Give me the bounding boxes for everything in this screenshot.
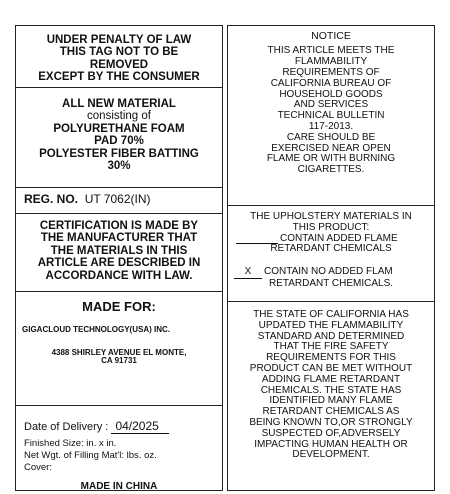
option-no-added-mark: X [234,267,262,279]
california-line: DEVELOPMENT. [292,449,370,461]
california-line: REQUIREMENTS FOR THIS [266,352,396,364]
certification-line: ACCORDANCE WITH LAW. [45,269,193,282]
origin: MADE IN CHINA [80,480,158,492]
california-line: PRODUCT CAN BE MET WITHOUT [249,362,413,374]
material-section [16,88,222,188]
california-section [228,302,434,492]
notice-line: CIGARETTES. [297,164,365,176]
material-consisting: consisting of [87,110,151,123]
california-line: THAT THE FIRE SAFETY [273,341,389,353]
left-tag-panel [15,25,223,491]
material-heading: ALL NEW MATERIAL [62,98,176,110]
net-weight: Net Wgt. of Filling Mat'l: lbs. oz. [24,450,157,462]
material-polyester-percent: 30% [107,160,131,173]
made-for-section [16,292,222,406]
notice-section [228,26,434,206]
penalty-section [16,26,222,88]
reg-number-label: REG. NO. [24,192,79,206]
company-name: GIGACLOUD TECHNOLOGY(USA) INC. [22,325,170,335]
upholstery-line: THE UPHOLSTERY MATERIALS IN [250,211,412,222]
address-line-2: CA 91731 [101,356,137,366]
material-polyester: POLYESTER FIBER BATTING [39,147,199,160]
address-line-1: 4388 SHIRLEY AVENUE EL MONTE, [51,347,187,357]
certification-line: CERTIFICATION IS MADE BY [39,220,199,232]
california-line: CHEMICALS. THE STATE HAS [260,384,402,396]
notice-line: FLAMMABILITY [294,56,368,68]
certification-line: ARTICLE ARE DESCRIBED IN [37,257,201,270]
penalty-line: THIS TAG NOT TO BE [59,46,179,59]
california-line: IMPACTING HUMAN HEALTH OR [254,438,408,450]
cover: Cover: [24,462,52,474]
california-line: BEING KNOWN TO,OR STRONGLY [249,416,413,428]
notice-line: HOUSEHOLD GOODS [279,88,383,100]
california-line: IDENTIFIED MANY FLAME [269,395,393,407]
california-line: RETARDANT CHEMICALS AS [262,406,400,418]
made-for-heading: MADE FOR: [82,299,156,314]
delivery-section [16,406,222,492]
material-foam-percent: PAD 70% [94,135,144,148]
certification-line: THE MATERIALS IN THIS [50,244,188,257]
notice-title: NOTICE [311,30,351,42]
california-line: ADDING FLAME RETARDANT [261,373,401,385]
option-added-text-2: RETARDANT CHEMICALS [270,243,392,255]
notice-line: TECHNICAL BULLETIN [277,110,385,122]
notice-line: CALIFORNIA BUREAU OF [270,77,392,89]
penalty-line: UNDER PENALTY OF LAW [46,34,192,46]
option-added-text: CONTAIN ADDED FLAME [280,232,398,244]
reg-number-row [24,193,222,206]
material-foam: POLYURETHANE FOAM [53,122,185,135]
delivery-value: 04/2025 [111,419,168,434]
certification-section [16,214,222,292]
notice-line: CARE SHOULD BE [286,131,376,143]
reg-number-value: UT 7062(IN) [84,192,151,206]
notice-line: 117-2013. [308,120,354,132]
california-line: UPDATED THE FLAMMABILITY [258,319,404,331]
reg-number-section [16,188,222,214]
california-line: SUSPECTED OF,ADVERSELY [261,427,401,439]
penalty-line: REMOVED [89,58,149,71]
delivery-row [24,420,222,434]
california-line: STANDARD AND DETERMINED [257,330,405,342]
right-tag-panel [227,25,435,491]
notice-line: EXERCISED NEAR OPEN [271,142,391,154]
california-line: THE STATE OF CALIFORNIA HAS [253,309,409,320]
option-no-added-text: CONTAIN NO ADDED FLAM [264,266,393,278]
certification-line: THE MANUFACTURER THAT [40,232,198,245]
option-no-added-text-2: RETARDANT CHEMICALS. [268,277,394,289]
notice-line: REQUIREMENTS OF [282,66,380,78]
notice-line: AND SERVICES [293,99,369,111]
notice-line: THIS ARTICLE MEETS THE [267,45,395,57]
notice-line: FLAME OR WITH BURNING [266,153,396,165]
upholstery-line: THIS PRODUCT: [292,221,370,233]
delivery-label: Date of Delivery : [24,421,109,433]
upholstery-section [228,206,434,302]
finished-size: Finished Size: in. x in. [24,437,117,449]
penalty-line: EXCEPT BY THE CONSUMER [38,71,200,84]
